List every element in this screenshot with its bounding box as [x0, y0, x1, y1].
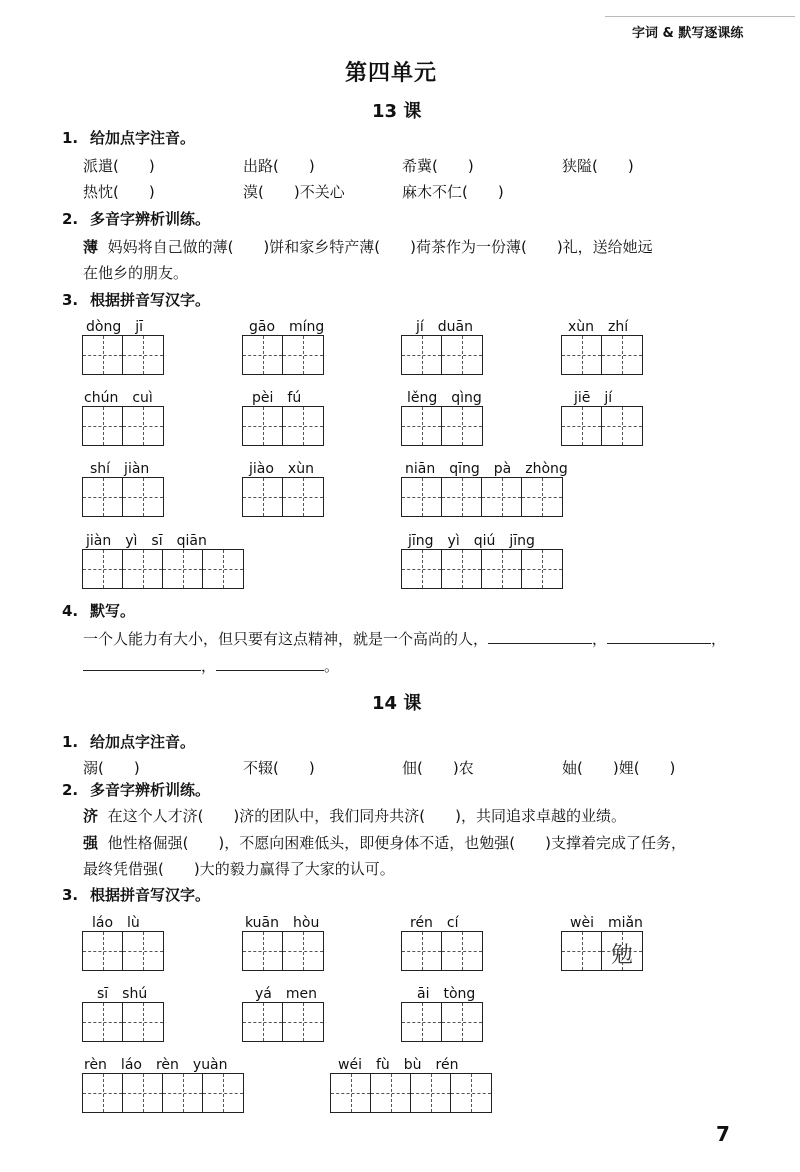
writing-grid[interactable] [242, 477, 324, 517]
l13-q2-line: 薄 妈妈将自己做的薄( )饼和家乡特产薄( )荷茶作为一份薄( )礼，送给她远 [83, 238, 653, 256]
writing-grid[interactable] [561, 406, 643, 446]
writing-grid[interactable] [401, 477, 563, 517]
pinyin-label: láo lù [92, 915, 140, 931]
writing-grid[interactable] [82, 1073, 244, 1113]
pinyin-label: rén cí [410, 915, 459, 931]
answer-blank[interactable] [488, 629, 592, 644]
writing-grid[interactable] [242, 931, 324, 971]
pinyin-label: dòng jī [86, 319, 143, 335]
pinyin-label: xùn zhí [568, 319, 629, 335]
pinyin-label: pèi fú [252, 390, 302, 406]
l13-q2-line: 在他乡的朋友。 [83, 264, 189, 282]
pinyin-label: wèi miǎn [570, 915, 643, 931]
pinyin-label: gāo míng [249, 319, 325, 335]
writing-grid[interactable] [242, 406, 324, 446]
pinyin-label: yá men [255, 986, 317, 1002]
page-number: 7 [716, 1122, 730, 1146]
l14-q1-item: 不辍( ) [243, 759, 315, 777]
answer-blank[interactable] [607, 629, 711, 644]
pinyin-label: rèn láo rèn yuàn [84, 1057, 228, 1073]
writing-grid[interactable] [561, 335, 643, 375]
writing-grid[interactable] [82, 549, 244, 589]
pinyin-label: jiàn yì sī qiān [86, 533, 207, 549]
l14-q2-line: 最终凭借强( )大的毅力赢得了大家的认可。 [83, 860, 395, 878]
pinyin-label: jiào xùn [249, 461, 314, 477]
writing-grid[interactable] [242, 335, 324, 375]
pinyin-label: kuān hòu [245, 915, 320, 931]
l13-q1-item: 麻木不仁( ) [402, 183, 504, 201]
writing-grid[interactable] [82, 931, 164, 971]
writing-grid[interactable] [401, 406, 483, 446]
writing-grid[interactable] [401, 549, 563, 589]
polyphone-key: 薄 [83, 238, 99, 256]
answer-blank[interactable] [216, 656, 324, 671]
header-rule [605, 16, 795, 17]
l14-q1-item: 妯( )娌( ) [562, 759, 676, 777]
pinyin-label: āi tòng [417, 986, 476, 1002]
polyphone-key: 强 [83, 834, 99, 852]
pinyin-label: jí duān [416, 319, 473, 335]
l13-q4-heading: 4. 默写。 [62, 602, 136, 620]
pinyin-label: niān qīng pà zhòng [405, 461, 568, 477]
l14-q1-heading: 1. 给加点字注音。 [62, 733, 196, 751]
series-title: 字词 & 默写逐课练 [632, 26, 744, 41]
writing-grid[interactable] [401, 931, 483, 971]
l14-q1-item: 溺( ) [83, 759, 140, 777]
pinyin-label: shí jiàn [90, 461, 150, 477]
answer-blank[interactable] [83, 656, 201, 671]
writing-grid[interactable] [82, 1002, 164, 1042]
lesson-14-title: 14 课 [372, 693, 422, 714]
polyphone-key: 济 [83, 807, 99, 825]
l13-q1-item: 出路( ) [243, 157, 315, 175]
filled-character: 勉 [610, 943, 633, 968]
writing-grid[interactable] [82, 477, 164, 517]
l13-q1-item: 希冀( ) [402, 157, 474, 175]
pinyin-label: sī shú [97, 986, 148, 1002]
l13-q1-item: 狭隘( ) [562, 157, 634, 175]
writing-grid[interactable] [82, 335, 164, 375]
l13-q1-item: 漠( )不关心 [243, 183, 345, 201]
pinyin-label: chún cuì [84, 390, 153, 406]
l14-q3-heading: 3. 根据拼音写汉字。 [62, 886, 211, 904]
l13-q1-item: 派遣( ) [83, 157, 155, 175]
dictation-line: 一个人能力有大小，但只要有这点精神，就是一个高尚的人， ， ， [83, 630, 727, 648]
l13-q1-item: 热忱( ) [83, 183, 155, 201]
l13-q3-heading: 3. 根据拼音写汉字。 [62, 291, 211, 309]
l14-q2-heading: 2. 多音字辨析训练。 [62, 781, 211, 799]
writing-grid[interactable] [242, 1002, 324, 1042]
pinyin-label: jīng yì qiú jīng [408, 533, 535, 549]
dictation-line: ， 。 [83, 655, 339, 676]
pinyin-label: wéi fù bù rén [338, 1057, 459, 1073]
l14-q2-line: 济 在这个人才济( )济的团队中，我们同舟共济( )，共同追求卓越的业绩。 [83, 807, 626, 825]
l14-q1-item: 佃( )农 [402, 759, 474, 777]
pinyin-label: jiē jí [574, 390, 613, 406]
unit-title: 第四单元 [345, 61, 438, 86]
l14-q2-line: 强 他性格倔强( )，不愿向困难低头，即便身体不适，也勉强( )支撑着完成了任务， [83, 834, 686, 852]
pinyin-label: lěng qìng [407, 390, 482, 406]
writing-grid[interactable] [401, 1002, 483, 1042]
writing-grid[interactable] [561, 931, 643, 971]
lesson-13-title: 13 课 [372, 101, 422, 122]
writing-grid[interactable] [401, 335, 483, 375]
l13-q2-heading: 2. 多音字辨析训练。 [62, 210, 211, 228]
l13-q1-heading: 1. 给加点字注音。 [62, 129, 196, 147]
writing-grid[interactable] [330, 1073, 492, 1113]
writing-grid[interactable] [82, 406, 164, 446]
